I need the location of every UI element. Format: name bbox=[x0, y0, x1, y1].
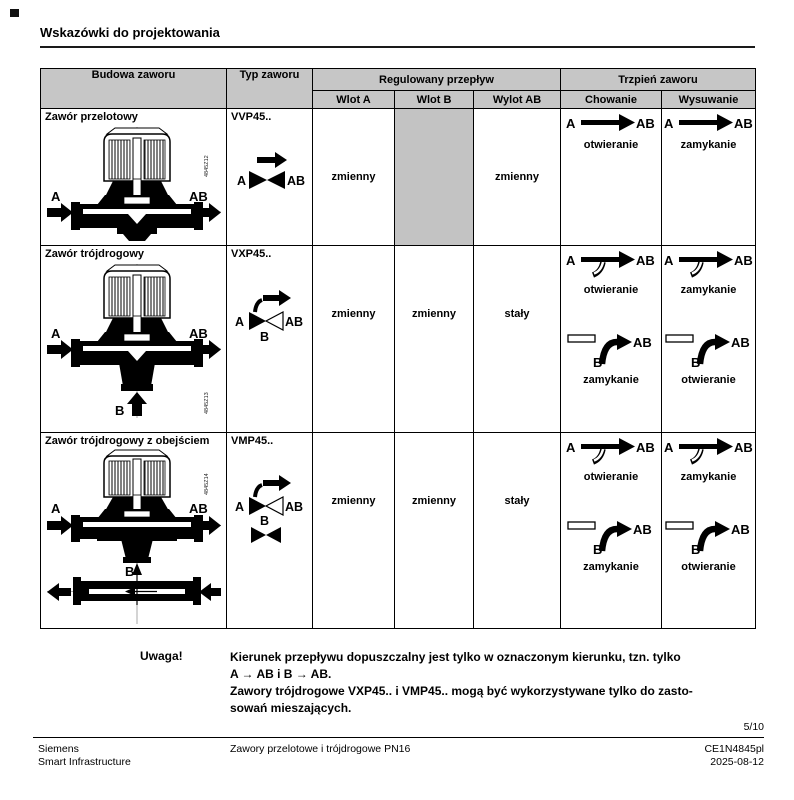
b-to-ab-pictogram bbox=[565, 509, 657, 555]
note-text bbox=[230, 649, 765, 717]
valve-type-cell bbox=[227, 433, 313, 629]
two-way-valve-diagram bbox=[45, 125, 223, 243]
symbol-port-b: B bbox=[259, 330, 269, 342]
flow-value: stały bbox=[504, 495, 530, 507]
flow-in-arrow bbox=[47, 203, 73, 222]
flow-direction-arrow bbox=[263, 290, 291, 306]
picto-ab: AB bbox=[730, 522, 750, 537]
picto-b: B bbox=[593, 355, 603, 368]
flow-wlot-b-cell bbox=[395, 246, 474, 433]
picto-ab: AB bbox=[636, 253, 655, 268]
picto-ab: AB bbox=[633, 335, 652, 350]
footer-doc-block bbox=[704, 743, 764, 769]
symbol-port-ab: AB bbox=[284, 500, 303, 514]
footer-company-block bbox=[38, 743, 131, 769]
flow-value: zmienny bbox=[331, 171, 376, 183]
flow-wylot-ab-cell bbox=[474, 109, 561, 246]
drawing-code: 4845Z13 bbox=[203, 392, 210, 414]
valve-name: Zawór przelotowy bbox=[45, 111, 138, 123]
picto-a: A bbox=[566, 440, 576, 455]
flow-value: stały bbox=[504, 308, 530, 320]
picto-b: B bbox=[690, 355, 700, 368]
picto-ab: AB bbox=[733, 116, 753, 131]
footer-company: Siemens bbox=[38, 743, 79, 755]
three-way-valve-diagram bbox=[45, 262, 223, 420]
port-a-label: A bbox=[50, 326, 60, 341]
port-b-label: B bbox=[114, 403, 124, 418]
stem-chowanie-cell bbox=[561, 246, 662, 433]
flow-value: zmienny bbox=[411, 495, 456, 507]
page-title: Wskazówki do projektowania bbox=[40, 25, 220, 40]
port-a-label: A bbox=[50, 189, 60, 204]
two-way-valve-symbol bbox=[235, 145, 305, 191]
a-to-ab-pictogram bbox=[663, 109, 755, 133]
flow-value: zmienny bbox=[331, 495, 376, 507]
picto-a: A bbox=[566, 253, 576, 268]
flow-wylot-ab-cell bbox=[474, 433, 561, 629]
flow-b-arrow bbox=[127, 392, 147, 416]
flow-in-arrow bbox=[47, 516, 73, 535]
bypass-out-arrow bbox=[47, 583, 71, 601]
picto-label: otwieranie bbox=[583, 284, 639, 296]
port-a-label: A bbox=[50, 501, 60, 516]
a-to-ab-pictogram bbox=[565, 433, 657, 465]
design-table bbox=[40, 68, 756, 629]
table-row bbox=[41, 433, 756, 629]
picto-ab: AB bbox=[733, 440, 753, 455]
picto-ab: AB bbox=[633, 522, 652, 537]
table-row bbox=[41, 109, 756, 246]
drawing-code: 4845Z14 bbox=[203, 473, 210, 495]
picto-a: A bbox=[663, 253, 673, 268]
flow-value: zmienny bbox=[331, 308, 376, 320]
valve-type: VVP45.. bbox=[231, 111, 272, 123]
stem-chowanie-cell bbox=[561, 109, 662, 246]
flow-value: zmienny bbox=[411, 308, 456, 320]
picto-a: A bbox=[663, 116, 673, 131]
footer-rule bbox=[33, 737, 764, 738]
symbol-port-a: A bbox=[236, 174, 246, 188]
picto-a: A bbox=[566, 116, 576, 131]
footer-doc-id: CE1N4845pl bbox=[704, 743, 764, 755]
picto-label: otwieranie bbox=[583, 139, 639, 151]
flow-direction-arrow bbox=[263, 475, 291, 491]
stem-wysuwanie-cell bbox=[662, 246, 756, 433]
footer-doc-title: Zawory przelotowe i trójdrogowe PN16 bbox=[230, 743, 411, 755]
blocked-cell bbox=[395, 109, 474, 246]
picto-a: A bbox=[663, 440, 673, 455]
a-to-ab-pictogram bbox=[663, 246, 755, 278]
valve-type-cell bbox=[227, 246, 313, 433]
picto-label: zamykanie bbox=[680, 284, 737, 296]
valve-type-cell bbox=[227, 109, 313, 246]
note-label: Uwaga! bbox=[140, 649, 183, 663]
a-to-ab-pictogram bbox=[663, 433, 755, 465]
b-to-ab-pictogram bbox=[663, 509, 755, 555]
header-wlot-b: Wlot B bbox=[395, 91, 474, 109]
flow-value: zmienny bbox=[494, 171, 539, 183]
symbol-port-a: A bbox=[234, 500, 244, 514]
flow-direction-arrow bbox=[257, 152, 287, 168]
flow-wylot-ab-cell bbox=[474, 246, 561, 433]
three-way-bypass-valve-symbol bbox=[233, 469, 307, 547]
stem-wysuwanie-cell bbox=[662, 433, 756, 629]
page-corner-mark bbox=[10, 9, 19, 17]
header-wysuwanie: Wysuwanie bbox=[662, 91, 756, 109]
header-budowa-zaworu: Budowa zaworu bbox=[41, 69, 227, 109]
port-b-label: B bbox=[124, 564, 134, 579]
three-way-bypass-valve-diagram bbox=[45, 449, 223, 625]
valve-name: Zawór trójdrogowy bbox=[45, 248, 144, 260]
drawing-code: 4845Z12 bbox=[203, 155, 210, 177]
valve-type: VXP45.. bbox=[231, 248, 272, 260]
picto-ab: AB bbox=[730, 335, 750, 350]
valve-construction-cell bbox=[41, 246, 227, 433]
valve-name: Zawór trójdrogowy z obejściem bbox=[45, 435, 210, 447]
picto-ab: AB bbox=[733, 253, 753, 268]
symbol-port-ab: AB bbox=[286, 174, 305, 188]
symbol-port-b: B bbox=[259, 514, 269, 528]
picto-ab: AB bbox=[636, 440, 655, 455]
b-to-ab-pictogram bbox=[565, 322, 657, 368]
valve-type: VMP45.. bbox=[231, 435, 274, 447]
flow-wlot-a-cell bbox=[313, 433, 395, 629]
port-ab-label: AB bbox=[188, 189, 208, 204]
title-rule bbox=[40, 46, 755, 48]
table-row bbox=[41, 246, 756, 433]
flow-wlot-b-cell bbox=[395, 433, 474, 629]
note-line: Kierunek przepływu dopuszczalny jest tylko w oznaczonym kierunku, tzn. tylko bbox=[230, 650, 681, 664]
header-regulowany-przeplyw: Regulowany przepływ bbox=[313, 69, 561, 91]
note-line: A → AB i B → AB. bbox=[230, 667, 332, 681]
header-wylot-ab: Wylot AB bbox=[474, 91, 561, 109]
symbol-port-a: A bbox=[234, 315, 244, 329]
b-to-ab-pictogram bbox=[663, 322, 755, 368]
a-to-ab-pictogram bbox=[565, 109, 657, 133]
picto-label: otwieranie bbox=[681, 374, 736, 386]
note-line: Zawory trójdrogowe VXP45.. i VMP45.. mogą być wykorzystywane tylko do zasto- bbox=[230, 684, 693, 698]
port-ab-label: AB bbox=[188, 326, 208, 341]
flow-wlot-a-cell bbox=[313, 109, 395, 246]
footer-division: Smart Infrastructure bbox=[38, 756, 131, 768]
port-ab-label: AB bbox=[188, 501, 208, 516]
three-way-valve-symbol bbox=[233, 282, 307, 342]
stem-chowanie-cell bbox=[561, 433, 662, 629]
picto-label: zamykanie bbox=[583, 374, 639, 386]
header-chowanie: Chowanie bbox=[561, 91, 662, 109]
picto-b: B bbox=[690, 542, 700, 555]
flow-wlot-a-cell bbox=[313, 246, 395, 433]
stem-wysuwanie-cell bbox=[662, 109, 756, 246]
header-wlot-a: Wlot A bbox=[313, 91, 395, 109]
picto-ab: AB bbox=[636, 116, 655, 131]
page-number: 5/10 bbox=[743, 721, 764, 733]
footer-date: 2025-08-12 bbox=[710, 756, 764, 768]
flow-in-arrow bbox=[47, 340, 73, 359]
picto-b: B bbox=[593, 542, 603, 555]
picto-label: zamykanie bbox=[583, 561, 639, 573]
note-line: sowań mieszających. bbox=[230, 701, 352, 715]
header-trzpien-zaworu: Trzpień zaworu bbox=[561, 69, 756, 91]
picto-label: zamykanie bbox=[680, 471, 737, 483]
picto-label: otwieranie bbox=[681, 561, 736, 573]
valve-construction-cell bbox=[41, 109, 227, 246]
header-typ-zaworu: Typ zaworu bbox=[227, 69, 313, 109]
valve-construction-cell bbox=[41, 433, 227, 629]
picto-label: otwieranie bbox=[583, 471, 639, 483]
picto-label: zamykanie bbox=[680, 139, 737, 151]
symbol-port-ab: AB bbox=[284, 315, 303, 329]
bypass-in-arrow bbox=[199, 583, 221, 601]
a-to-ab-pictogram bbox=[565, 246, 657, 278]
